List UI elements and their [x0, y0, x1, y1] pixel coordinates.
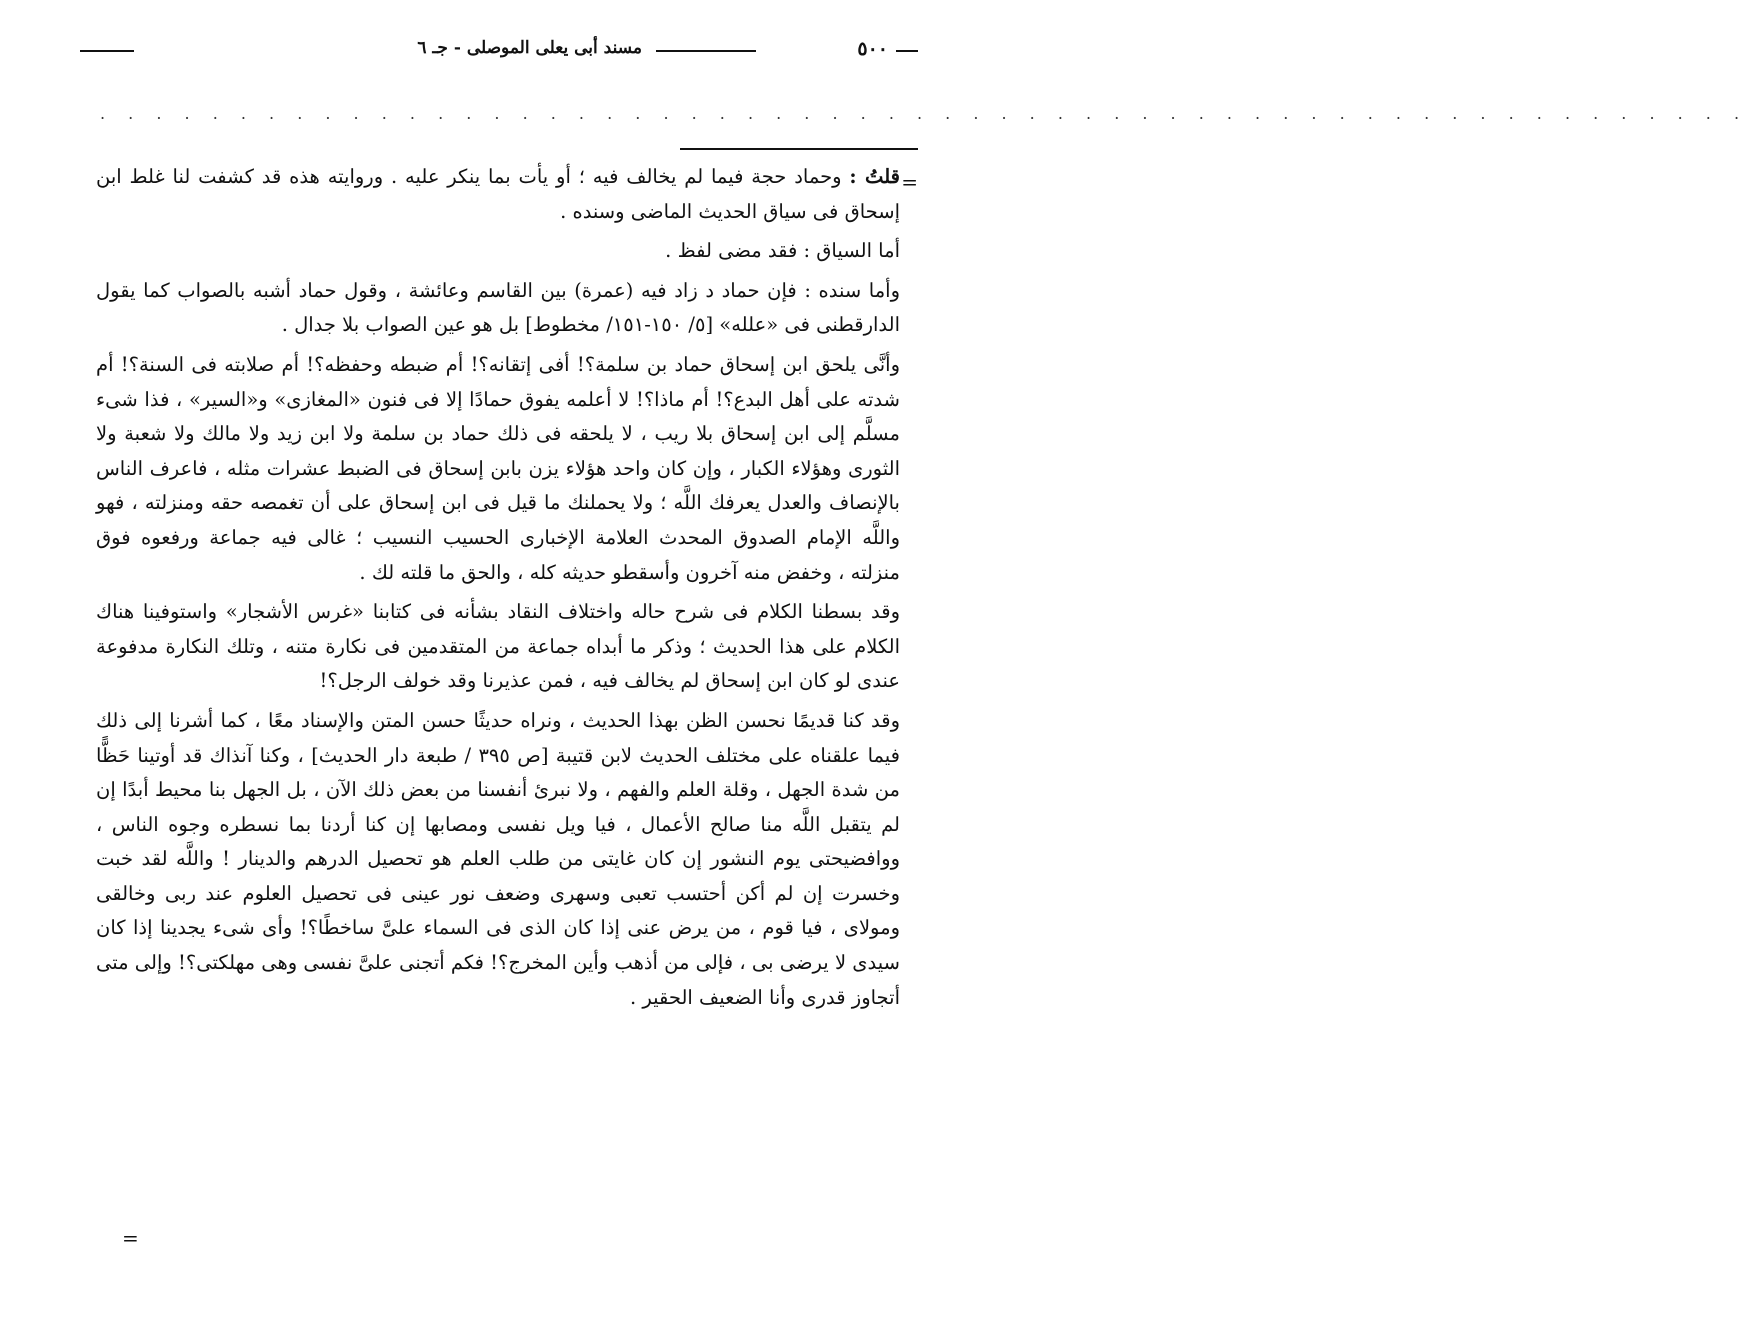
paragraph: أما السياق : فقد مضى لفظ . — [665, 239, 900, 263]
footnote-body — [96, 160, 900, 1020]
header-rule — [656, 50, 756, 52]
running-title: مسند أبى يعلى الموصلى - جـ ٦ — [417, 38, 642, 58]
page-number: ٥٠٠ — [857, 38, 888, 60]
running-header — [80, 38, 918, 62]
paragraph: وقد كنا قديمًا نحسن الظن بهذا الحديث ، ونراه حديثًا حسن المتن والإسناد معًا ، كما أشرنا إلى ذلك فيما علقناه على مختلف الحديث لابن قتيبة [ص ٣٩٥ / طبعة دار الحديث] ، وكنا آنذاك قد أوتينا حَظًّا من شدة الجهل ، وقلة العلم والفهم ، ولا نبرئ أنفسنا من بعض ذلك الآن ، بل الجهل بنا محيط أبدًا إن لم يتقبل اللَّه منا صالح الأعمال ، فيا ويل نفسى ومصابها إن كنا أردنا بما نسطره وجوه الناس ، ووافضيحتى يوم النشور إن كان غايتى من طلب العلم هو تحصيل الدرهم والدينار ! واللَّه لقد خبت وخسرت إن لم أكن أحتسب تعبى وسهرى وضعف نور عينى فى تحصيل العلوم عند ربى وخالقى ومولاى ، فيا قوم ، من يرض عنى إذا كان الذى فى السماء علىَّ ساخطًا؟! وأى شىء يجدينا إذا كان سيدى لا يرضى بى ، فإلى من أذهب وأين المخرج؟! فكم أتجنى علىَّ نفسى وهى مهلكتى؟! وإلى متى أتجاوز قدرى وأنا الضعيف الحقير . — [96, 708, 900, 1009]
header-rule — [80, 50, 134, 52]
end-mark: = — [122, 1226, 139, 1250]
continuation-mark: = — [901, 170, 918, 194]
header-rule — [896, 50, 918, 52]
paragraph: وقد بسطنا الكلام فى شرح حاله واختلاف النقاد بشأنه فى كتابنا «غرس الأشجار» واستوفينا هناك الكلام على هذا الحديث ؛ وذكر ما أبداه جماعة من المتقدمين فى نكارة متنه ، وتلك النكارة مدفوعة عندى لو كان ابن إسحاق لم يخالف فيه ، فمن عذيرنا وقد خولف الرجل؟! — [96, 600, 900, 693]
paragraph: وأما سنده : فإن حماد د زاد فيه (عمرة) بين القاسم وعائشة ، وقول حماد أشبه بالصواب كما يقول الدارقطنى فى «علله» [٥/ ١٥٠-١٥١/ مخطوط] بل هو عين الصواب بلا جدال . — [96, 278, 900, 337]
footnote-rule — [680, 148, 918, 150]
paragraph — [96, 160, 900, 229]
dotted-separator: . . . . . . . . . . . . . . . . . . . . . . . . . . . . . . . . . . . . . . . . . . . . . . . . . . . . . . . . . . . — [100, 104, 1748, 123]
paragraph-text: وحماد حجة فيما لم يخالف فيه ؛ أو يأت بما ينكر عليه . وروايته هذه قد كشفت لنا غلط ابن إسحاق فى سياق الحديث الماضى وسنده . — [96, 165, 900, 223]
paragraph-lead: قلتُ : — [849, 165, 900, 188]
paragraph: وأنَّى يلحق ابن إسحاق حماد بن سلمة؟! أفى إتقانه؟! أم ضبطه وحفظه؟! أم صلابته فى السنة؟! أم شدته على أهل البدع؟! أم ماذا؟! لا أعلمه يفوق حمادًا إلا فى فنون «المغازى» و«السير» ، فذا شىء مسلَّم إلى ابن إسحاق بلا ريب ، لا يلحقه فى ذلك حماد بن سلمة ولا ابن زيد ولا مالك ولا شعبة ولا الثورى وهؤلاء الكبار ، وإن كان واحد هؤلاء يزن بابن إسحاق فى الضبط عشرات مثله ، فاعرف الناس بالإنصاف والعدل يعرفك اللَّه ؛ ولا يحملنك ما قيل فى ابن إسحاق على أن تغمصه حقه ومنزلته ، فهو واللَّه الإمام الصدوق المحدث العلامة الإخبارى الحسيب النسيب ؛ غالى فيه جماعة ورفعوه فوق منزلته ، وخفض منه آخرون وأسقطو حديثه كله ، والحق ما قلته لك . — [96, 352, 900, 584]
